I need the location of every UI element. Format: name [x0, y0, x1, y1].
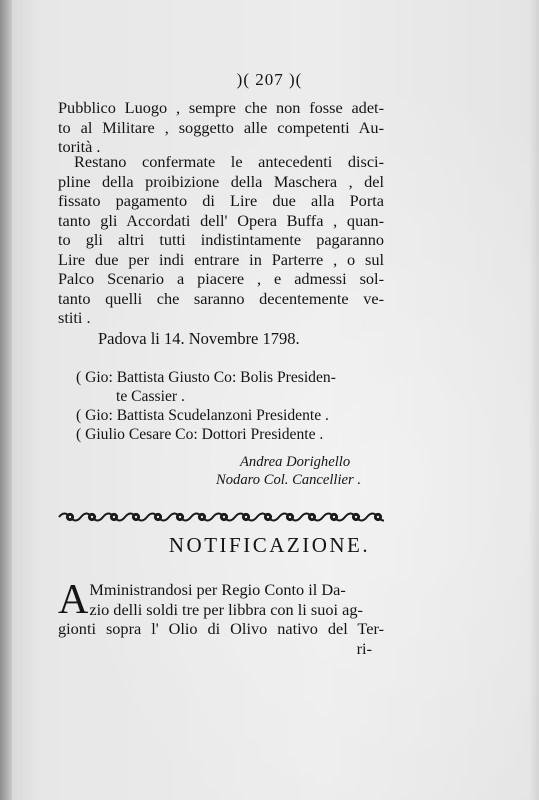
ornament-flower-center — [333, 516, 335, 518]
ornament-flower-center — [91, 516, 93, 518]
signatory-line: ( Gio: Battista Giusto Co: Bolis Presiden- — [76, 369, 336, 386]
text-line: zio delli soldi tre per libbra con li suoi ag- — [89, 599, 363, 619]
ornament-flower-center — [157, 516, 159, 518]
text-line: Mministrandosi per Regio Conto il Da- — [89, 580, 346, 599]
ornament-flower-center — [179, 516, 181, 518]
text-line: Restano confermate le antecedenti disci- — [74, 152, 384, 171]
signatory-line: ( Giulio Cesare Co: Dottori Presidente . — [76, 426, 324, 443]
ornament-flower-center — [355, 516, 357, 518]
ornament-flower-center — [69, 516, 71, 518]
binding-shadow — [0, 0, 12, 800]
signatory-line: ( Gio: Battista Scudelanzoni Presidente . — [76, 407, 329, 424]
notice-title: NOTIFICAZIONE. — [168, 533, 371, 557]
text-line: Lire due per indi entrare in Parterre , o sul — [58, 249, 384, 269]
text-line: tanto quelli che saranno decentemente ve- — [58, 288, 384, 308]
ornament-flower-center — [201, 516, 203, 518]
text-line: ri- — [356, 638, 372, 658]
text-line: torità . — [58, 137, 101, 156]
date-line: Padova li 14. Novembre 1798. — [98, 329, 300, 348]
text-line: stiti . — [58, 308, 91, 327]
ornament-flower-center — [377, 516, 379, 518]
ornament-flower-center — [245, 516, 247, 518]
text-line: to al Militare , soggetto alle competenti Au- — [58, 117, 384, 137]
text-line: fissato pagamento di Lire due alla Porta — [58, 191, 384, 210]
page-edge — [529, 0, 539, 800]
page-number: )( 207 )( — [236, 70, 303, 89]
signatories — [76, 368, 386, 444]
drop-cap: A — [58, 577, 89, 623]
notice-body — [58, 577, 384, 658]
text-line: Palco Scenario a piacere , e admessi sol- — [58, 269, 384, 288]
ornament-flower-center — [135, 516, 137, 518]
signatory-line: te Cassier . — [116, 388, 185, 405]
paragraph-1 — [58, 98, 384, 157]
notary-title: Nodaro Col. Cancellier . — [216, 472, 361, 488]
ornament-flower-center — [113, 516, 115, 518]
text-line: gionti sopra l' Olio di Olivo nativo del Ter- — [58, 619, 384, 638]
ornament-flower-center — [311, 516, 313, 518]
text-line: to gli altri tutti indistintamente pagaranno — [58, 230, 384, 249]
ornament-flower-center — [223, 516, 225, 518]
notary-name: Andrea Dorighello — [240, 454, 351, 470]
ornament-flower-center — [267, 516, 269, 518]
paragraph-2 — [58, 152, 384, 328]
ornament-flower-center — [289, 516, 291, 518]
text-line: Pubblico Luogo , sempre che non fosse adet- — [58, 98, 384, 117]
text-line: tanto gli Accordati dell' Opera Buffa , quan- — [58, 210, 384, 230]
text-line: pline della proibizione della Maschera , del — [58, 171, 384, 191]
ornament-divider — [57, 507, 384, 527]
